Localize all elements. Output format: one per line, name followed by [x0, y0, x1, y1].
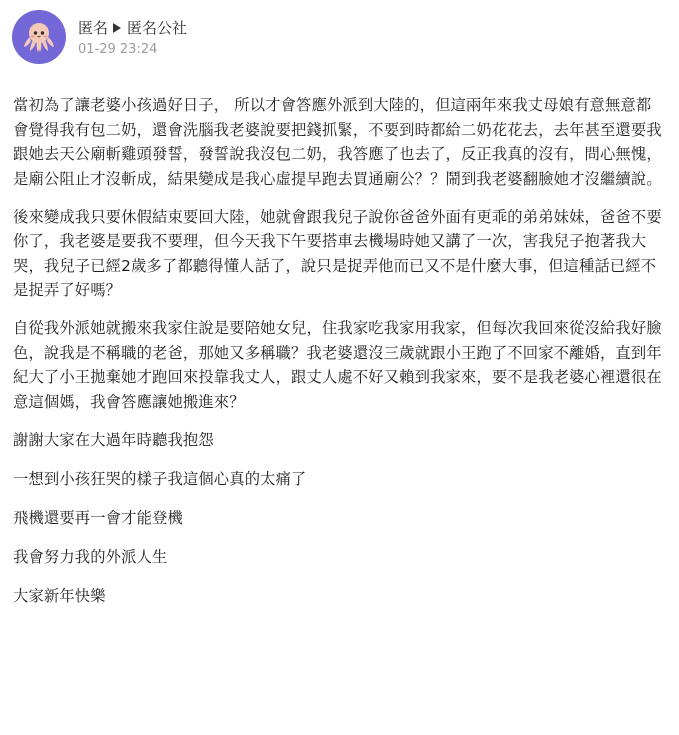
author-name[interactable]: 匿名: [78, 19, 109, 37]
author-line: [78, 18, 187, 38]
avatar[interactable]: [12, 10, 66, 64]
post-header: [12, 12, 187, 62]
octopus-icon: [19, 17, 59, 57]
paragraph: 我會努力我的外派人生: [13, 547, 168, 566]
paragraph: 大家新年快樂: [13, 586, 106, 605]
paragraph: 飛機還要再一會才能登機: [13, 508, 183, 527]
post-meta: [78, 16, 187, 58]
paragraph: 當初為了讓老婆小孩過好日子， 所以才會答應外派到大陸的，但這兩年來我丈母娘有意無意都會覺得我有包二奶，還會洗腦我老婆說要把錢抓緊，不要到時都給二奶花花去，去年甚至還要我跟她去天公廟斬雞頭發誓，發誓說我沒包二奶，我答應了也去了，反正我真的沒有，問心無愧，是廟公阻止才沒斬成，結果變成是我心虛提早跑去買通廟公？？鬧到我老婆翻臉她才沒繼續說。: [13, 96, 662, 188]
paragraph: 謝謝大家在大過年時聽我抱怨: [13, 430, 214, 449]
board-link[interactable]: 匿名公社: [127, 19, 188, 37]
post-timestamp: 01-29 23:24: [78, 42, 158, 57]
paragraph: 一想到小孩狂哭的樣子我這個心真的太痛了: [13, 469, 307, 488]
post-content: [13, 93, 663, 623]
paragraph: 自從我外派她就搬來我家住說是要陪她女兒，住我家吃我家用我家，但每次我回來從沒給我好臉色，說我是不稱職的老爸，那她又多稱職？我老婆還沒三歲就跟小王跑了不回家不離婚，直到年紀大了小王拋棄她才跑回來投靠我丈人，跟丈人處不好又賴到我家來，要不是我老婆心裡還很在意這個媽，我會答應讓她搬進來？: [13, 319, 662, 411]
paragraph: 後來變成我只要休假結束要回大陸，她就會跟我兒子說你爸爸外面有更乖的弟弟妹妹，爸爸不要你了，我老婆是要我不要理，但今天我下午要搭車去機場時她又講了一次，害我兒子抱著我大哭，我兒子已經2歲多了都聽得懂人話了，說只是捉弄他而已又不是什麼大事，但這種話已經不是捉弄了好嗎？: [13, 207, 662, 299]
arrow-right-icon: [113, 23, 121, 33]
